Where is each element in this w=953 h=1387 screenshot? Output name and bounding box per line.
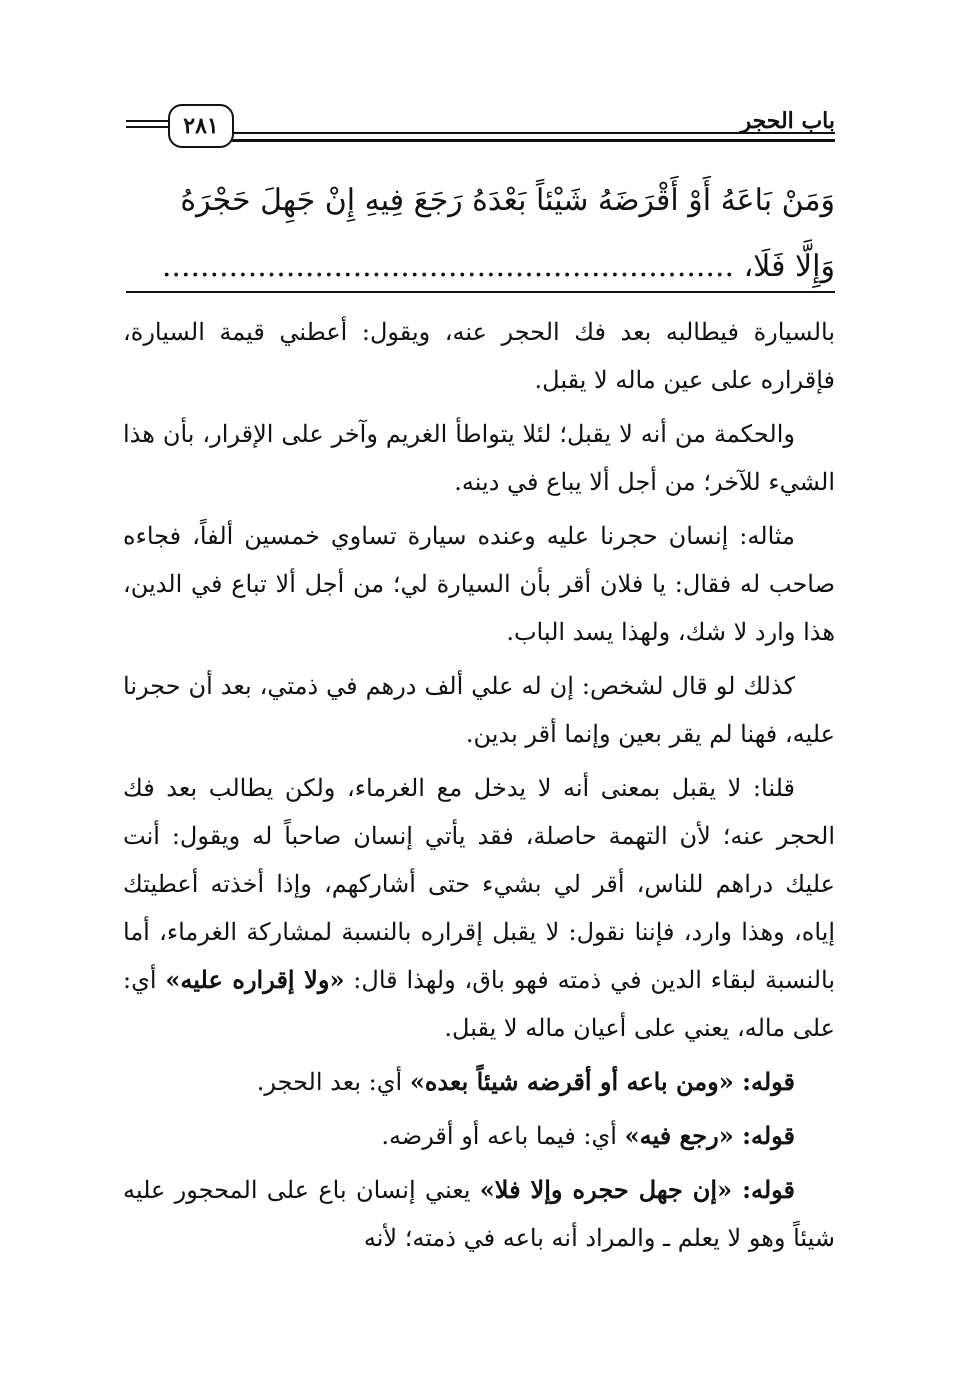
chapter-title: باب الحجر xyxy=(740,108,835,134)
matn-text xyxy=(123,168,835,300)
header-rule xyxy=(230,139,835,142)
header-rule-left xyxy=(126,120,170,122)
paragraph: كذلك لو قال لشخص: إن له علي ألف درهم في ذمتي، بعد أن حجرنا عليه، فهنا لم يقر بعين وإنما أقر بدين. xyxy=(123,672,835,748)
commentary xyxy=(123,308,835,1268)
matn-line: وَمَنْ بَاعَهُ أَوْ أَقْرَضَهُ شَيْئاً بَعْدَهُ رَجَعَ فِيهِ إِنْ جَهِلَ حَجْرَهُ xyxy=(180,183,835,218)
paragraph xyxy=(123,1058,835,1106)
quoted-matn: «رجع فيه» xyxy=(624,1121,734,1150)
paragraph: مثاله: إنسان حجرنا عليه وعنده سيارة تساوي خمسين ألفاً، فجاءه صاحب له فقال: يا فلان أقر بأن السيارة لي؛ من أجل ألا تباع في الدين، هذا وارد لا شك، ولهذا يسد الباب. xyxy=(123,522,835,646)
paragraph-text: أي: على ماله، يعني على أعيان ماله لا يقبل. xyxy=(123,966,835,1042)
qawluhu-label: قوله: xyxy=(732,1175,796,1204)
matn-line-end: وَإِلَّا فَلَا، xyxy=(743,249,835,284)
paragraph: بالسيارة فيطالبه بعد فك الحجر عنه، ويقول: أعطني قيمة السيارة، فإقراره على عين ماله لا يقبل. xyxy=(123,318,835,394)
paragraph: والحكمة من أنه لا يقبل؛ لئلا يتواطأ الغريم وآخر على الإقرار، بأن هذا الشيء للآخر؛ من أجل ألا يباع في دينه. xyxy=(123,420,835,496)
quoted-matn: «ولا إقراره عليه» xyxy=(165,965,345,994)
paragraph xyxy=(123,1112,835,1160)
paragraph-text: قلنا: لا يقبل بمعنى أنه لا يدخل مع الغرماء، ولكن يطالب بعد فك الحجر عنه؛ لأن التهمة حاصلة، فقد يأتي إنسان صاحباً له ويقول: أنت عليك دراهم للناس، أقر لي بشيء حتى أشاركهم، وإذا أخذته أعطيتك إياه، وهذا وارد، فإننا نقول: لا يقبل إقراره بالنسبة لمشاركة الغرماء، أما بالنسبة لبقاء الدين في ذمته فهو باق، ولهذا قال: xyxy=(123,774,836,994)
paragraph-text: يعني إنسان باع على المحجور عليه شيئاً وهو لا يعلم ـ والمراد أنه باعه في ذمته؛ لأنه xyxy=(123,1176,835,1252)
paragraph xyxy=(123,1166,835,1262)
paragraph xyxy=(123,764,835,1052)
qawluhu-label: قوله: xyxy=(733,1121,795,1150)
header-rule xyxy=(230,132,835,134)
paragraph-text: أي: بعد الحجر. xyxy=(256,1068,410,1096)
page-number: ٢٨١ xyxy=(168,104,234,148)
matn-separator xyxy=(126,291,835,293)
quoted-matn: «إن جهل حجره وإلا فلا» xyxy=(479,1175,733,1204)
qawluhu-label: قوله: xyxy=(733,1067,795,1096)
paragraph-text: أي: فيما باعه أو أقرضه. xyxy=(381,1122,625,1150)
matn-dots: ............................................................ xyxy=(161,249,735,284)
header-rule-left xyxy=(126,126,170,128)
quoted-matn: «ومن باعه أو أقرضه شيئاً بعده» xyxy=(409,1067,734,1096)
